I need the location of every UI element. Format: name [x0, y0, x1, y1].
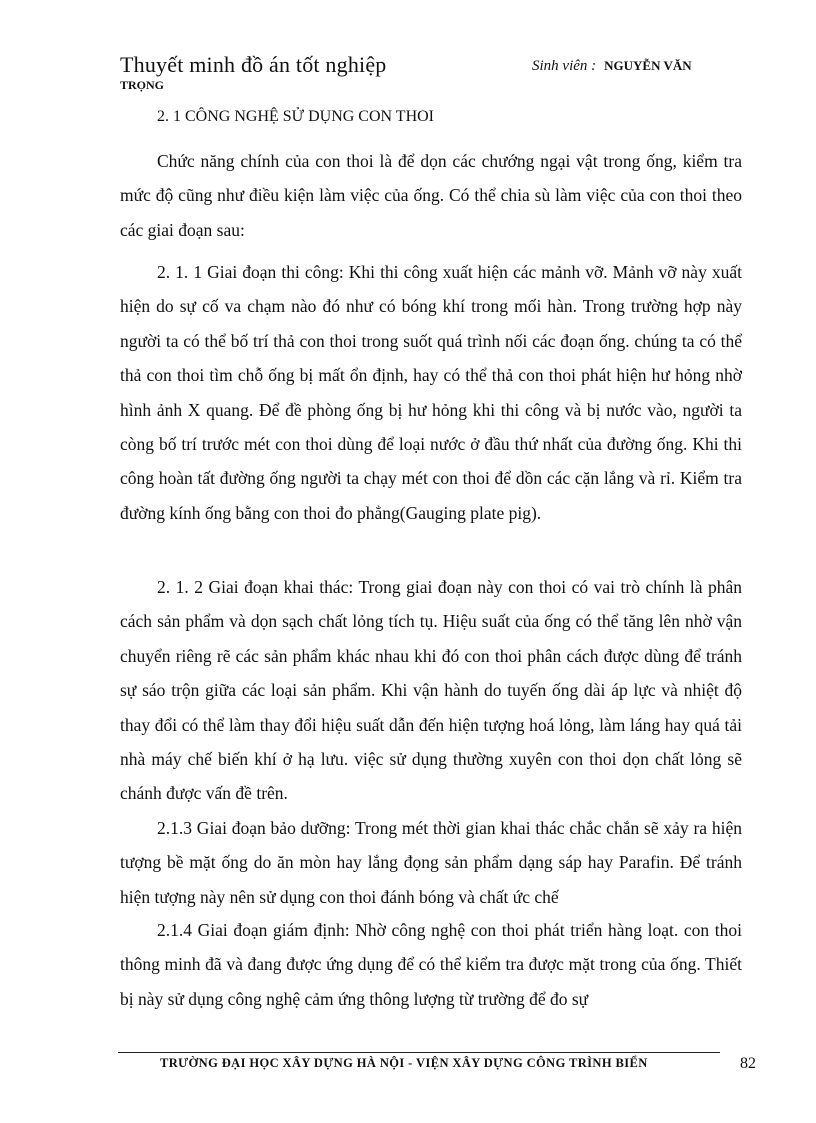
student-name: NGUYỄN VĂN: [604, 58, 692, 73]
document-header-title: Thuyết minh đồ án tốt nghiệp: [120, 52, 387, 77]
paragraph-2-1-1: 2. 1. 1 Giai đoạn thi công: Khi thi công xuất hiện các mảnh vỡ. Mảnh vỡ này xuất hiện do sự cố va chạm nào đó như có bóng khí trong mối hàn. Trong trường hợp này người ta có thể bố trí thả con thoi trong suốt quá trình nối các đoạn ống. chúng ta có thể thả con thoi tìm chỗ ống bị mất ổn định, hay có thể thả con thoi phát hiện hư hỏng nhờ hình ảnh X quang. Để đề phòng ống bị hư hỏng khi thi công và bị nước vào, người ta còng bố trí trước mét con thoi dùng để loại nước ở đầu thứ nhất của đường ống. Khi thi công hoàn tất đường ống người ta chạy mét con thoi để dồn các cặn lắng và rỉ. Kiểm tra đường kính ống bằng con thoi đo phẳng(Gauging plate pig).: [120, 262, 742, 523]
paragraph-2-1-2: 2. 1. 2 Giai đoạn khai thác: Trong giai đoạn này con thoi có vai trò chính là phân cách sản phẩm và dọn sạch chất lỏng tích tụ. Hiệu suất của ống có thể tăng lên nhờ vận chuyển riêng rẽ các sản phẩm khác nhau khi đó con thoi phân cách được dùng để tránh sự sáo trộn giữa các loại sản phẩm. Khi vận hành do tuyến ống dài áp lực và nhiệt độ thay đổi có thể làm thay đổi hiệu suất dẫn đến hiện tượng hoá lỏng, làm láng hay quá tải nhà máy chế biến khí ở hạ lưu. việc sử dụng thường xuyên con thoi dọn chất lỏng sẽ chánh được vấn đề trên.: [120, 577, 742, 804]
student-label: Sinh viên :: [532, 58, 597, 74]
paragraph-2-1-4: 2.1.4 Giai đoạn giám định: Nhờ công nghệ con thoi phát triển hàng loạt. con thoi thông minh đã và đang được ứng dụng để có thể kiểm tra được mặt trong của ống. Thiết bị này sử dụng công nghệ cảm ứng thông lượng từ trường để đo sự: [120, 920, 742, 1009]
section-title: 2. 1 CÔNG NGHỆ SỬ DỤNG CON THOI: [157, 108, 435, 125]
footer-school: TRƯỜNG ĐẠI HỌC XÂY DỰNG HÀ NỘI - VIỆN XÂY DỰNG CÔNG TRÌNH BIỂN: [160, 1056, 648, 1070]
student-info: [532, 58, 692, 75]
footer-divider: [118, 1052, 720, 1053]
student-name-continued: TRỌNG: [120, 78, 165, 92]
paragraph-2-1-3: 2.1.3 Giai đoạn bảo dưỡng: Trong mét thời gian khai thác chắc chắn sẽ xảy ra hiện tượng bề mặt ống do ăn mòn hay lắng đọng sản phẩm dạng sáp hay Parafin. Để tránh hiện tượng này nên sử dụng con thoi đánh bóng và chất ức chế: [120, 818, 742, 907]
page-number: 82: [740, 1055, 756, 1072]
paragraph-intro: Chức năng chính của con thoi là để dọn các chướng ngại vật trong ống, kiểm tra mức độ cũng như điều kiện làm việc của ống. Có thể chia sù làm việc của con thoi theo các giai đoạn sau:: [120, 151, 742, 240]
